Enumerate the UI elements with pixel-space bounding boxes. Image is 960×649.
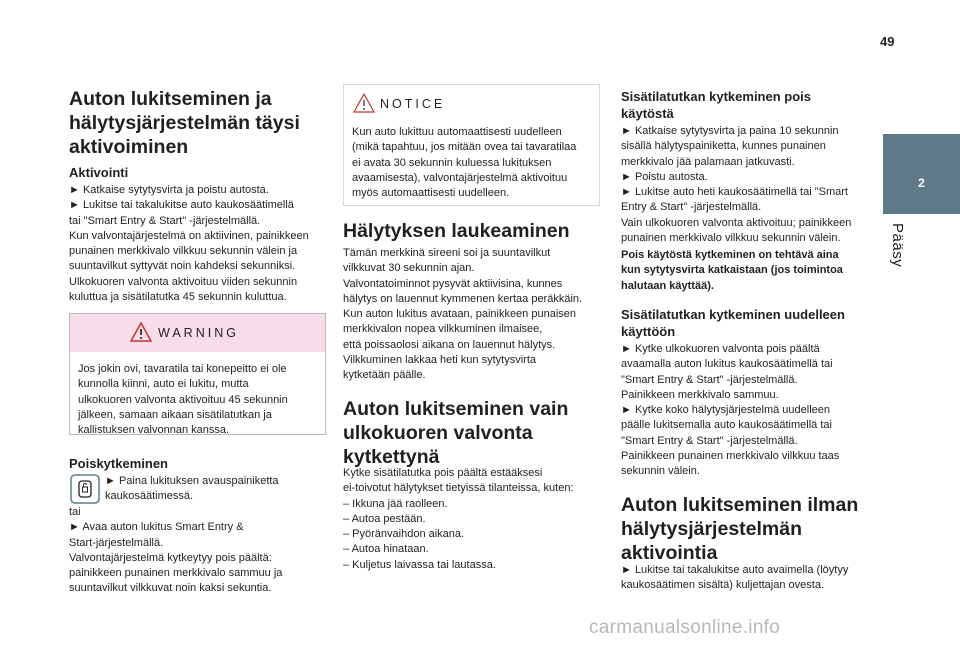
perimeter-text: Kytke sisätilatutka pois päältä estääksesi ei-toivotut hälytykset tietyissä tilanteissa, kuten: – Ikkuna jää raolleen. – Autoa pestään. – Pyöränvaihdon aikana. – Autoa hinataan. – Kuljetus laivassa tai lautassa. (343, 467, 574, 571)
subheading-radar-off: Sisätilatutkan kytkeminen pois käytöstä (621, 89, 812, 121)
section-heading-no-alarm: Auton lukitseminen ilman hälytysjärjestelmän aktivointia (621, 494, 859, 564)
subheading-deactivation: Poiskytkeminen (69, 456, 168, 471)
notice-title: NOTICE (380, 97, 446, 111)
alarm-text: Tämän merkkinä sireeni soi ja suuntavilkut vilkkuvat 30 sekunnin ajan. Valvontatoiminnot pysyvät aktiivisina, kunnes hälytys on lauennut kymmenen kertaa peräkkäin. Kun auton lukitus avataan, painikkeen punaisen merkkivalon nopea vilkkuminen ilmaisee, että poissaolosi aikana on lauennut hälytys. Vilkkuminen lakkaa heti kun sytytysvirta kytketään päälle. (343, 247, 583, 382)
subheading-activation: Aktivointi (69, 165, 129, 180)
subheading-radar-on: Sisätilatutkan kytkeminen uudelleen käyttöön (621, 307, 845, 339)
radar-off-text: ► Katkaise sytytysvirta ja paina 10 sekunnin sisällä hälytyspainiketta, kunnes punainen merkkivalo jää palamaan jatkuvasti. ► Poistu autosta. ► Lukitse auto heti kaukosäätimellä tai "Smart Entry & Start" -järjestelmällä. Vain ulkokuoren valvonta aktivoituu; painikkeen punainen merkkivalo vilkkuu sekunnin välein. (621, 125, 852, 245)
warning-title: WARNING (158, 326, 239, 340)
deactivation-text: tai ► Avaa auton lukitus Smart Entry & Start-järjestelmällä. Valvontajärjestelmä kytkeytyy pois päältä: painikkeen punainen merkkivalo sammuu ja suuntavilkut vilkkuvat noin kaksi sekuntia. (69, 506, 283, 595)
section-heading-perimeter: Auton lukitseminen vain ulkokuoren valvonta kytkettynä (343, 398, 569, 468)
warning-text: Jos jokin ovi, tavaratila tai konepeitto ei ole kunnolla kiinni, auto ei lukitu, mutta ulkokuoren valvonta aktivoituu 45 sekunnin jälkeen, samaan aikaan sisätilatutkan ja kallistuksen valvonnan kanssa. (78, 363, 288, 437)
notice-triangle-icon (353, 93, 375, 113)
remote-unlock-icon (70, 474, 100, 504)
section-heading-full-activation: Auton lukitseminen ja hälytysjärjestelmän täysi aktivoiminen (69, 88, 300, 158)
radar-off-note: Pois käytöstä kytkeminen on tehtävä aina kun sytytysvirta katkaistaan (jos toimintoa halutaan käyttää). (621, 249, 843, 292)
chapter-number: 2 (918, 176, 925, 190)
notice-text: Kun auto lukittuu automaattisesti uudelleen (mikä tapahtuu, jos mitään ovea tai tavaratilaa ei avata 30 sekunnin kuluessa lukituksen avaamisesta), valvontajärjestelmä aktivoituu myös automaattisesti uudelleen. (352, 126, 577, 200)
no-alarm-text: ► Lukitse tai takalukitse auto avaimella (löytyy kaukosäätimen sisältä) kuljettajan ovesta. (621, 564, 849, 592)
notice-header (344, 85, 599, 123)
section-heading-alarm: Hälytyksen laukeaminen (343, 220, 570, 242)
chapter-tab (883, 134, 960, 214)
activation-text: ► Katkaise sytytysvirta ja poistu autosta. ► Lukitse tai takalukitse auto kaukosäätimellä tai "Smart Entry & Start" -järjestelmällä. Kun valvontajärjestelmä on aktiivinen, painikkeen punainen merkkivalo vilkkuu sekunnin välein ja suuntavilkut syttyvät noin kahdeksi sekunniksi. Ulkokuoren valvonta aktivoituu viiden sekunnin kuluttua ja sisätilatutka 45 sekunnin kuluttua. (69, 184, 309, 304)
warning-header (70, 314, 325, 352)
radar-on-text: ► Kytke ulkokuoren valvonta pois päältä avaamalla auton lukitus kaukosäätimellä tai "Smart Entry & Start" -järjestelmällä. Painikkeen merkkivalo sammuu. ► Kytke koko hälytysjärjestelmä uudelleen päälle lukitsemalla auto kaukosäätimellä tai "Smart Entry & Start" -järjestelmällä. Painikkeen punainen merkkivalo vilkkuu taas sekunnin välein. (621, 343, 840, 478)
warning-triangle-icon (130, 322, 152, 342)
page-number: 49 (880, 34, 895, 49)
watermark: carmanualsonline.info (589, 617, 781, 638)
deactivation-remote-text: ► Paina lukituksen avauspainiketta kaukosäätimessä. (105, 475, 279, 503)
chapter-label: Pääsy (889, 223, 906, 268)
notice-box (343, 84, 600, 206)
warning-box (69, 313, 326, 435)
